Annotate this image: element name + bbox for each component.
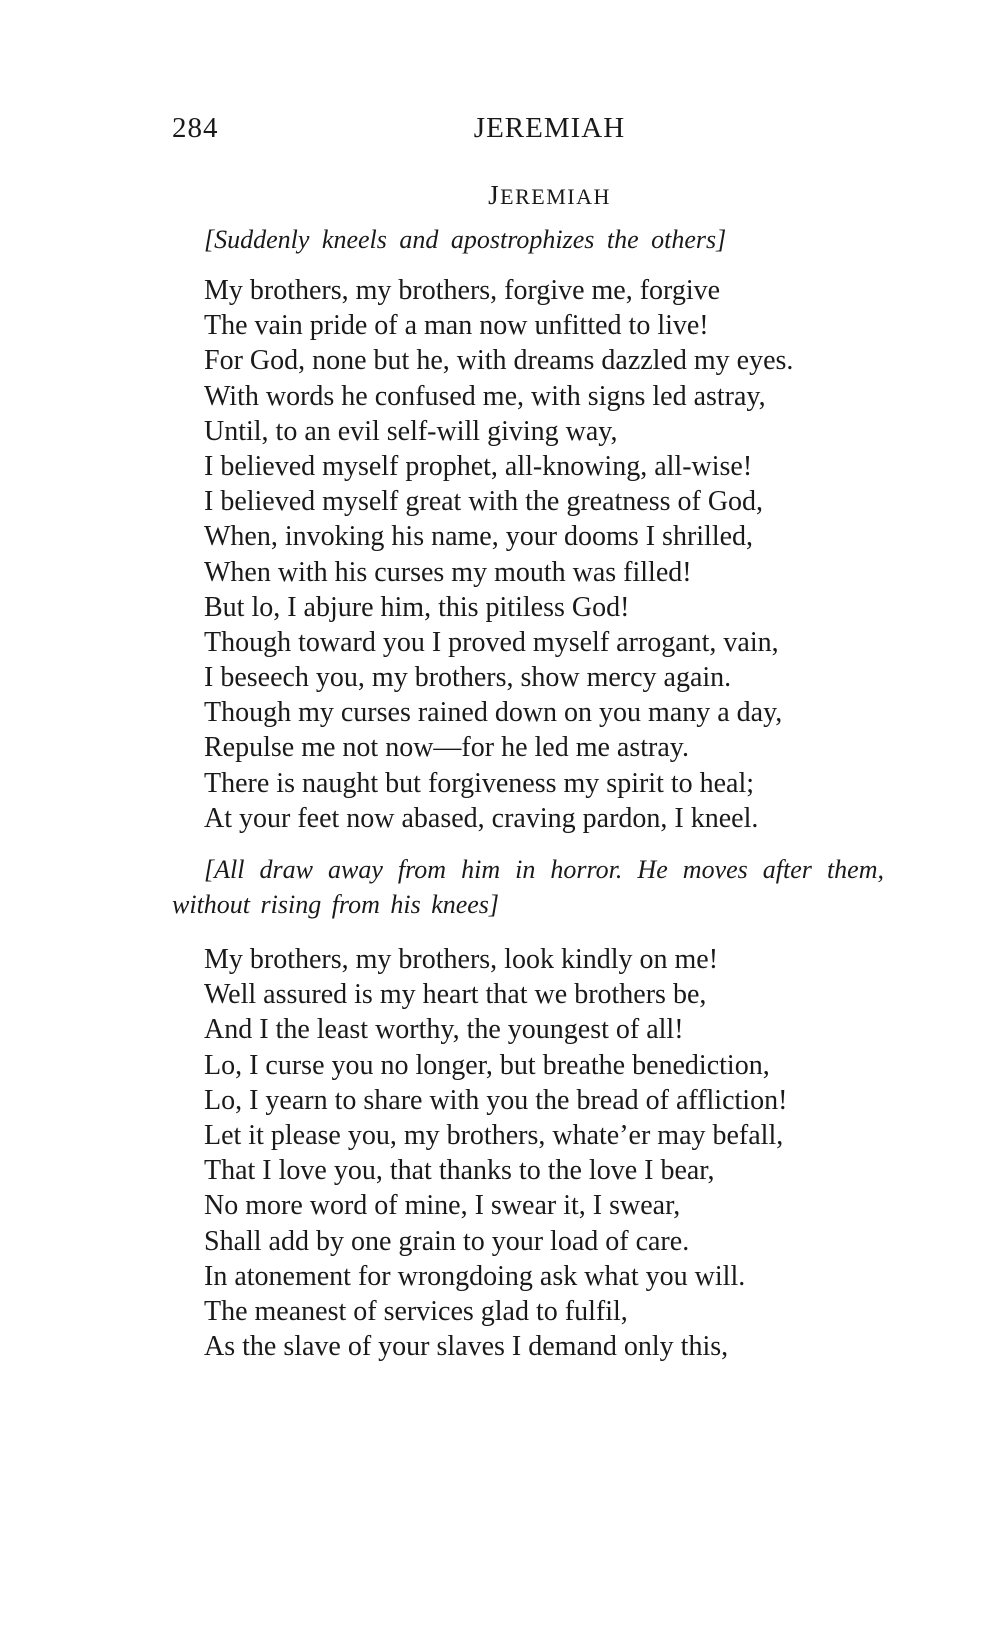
verse-line: Lo, I curse you no longer, but breathe benediction, <box>204 1049 770 1081</box>
verse-line: At your feet now abased, craving pardon, I kneel. <box>204 802 759 834</box>
verse-line: I believed myself great with the greatness of God, <box>204 486 764 518</box>
verse-line: The meanest of services glad to fulfil, <box>204 1295 628 1327</box>
verse-line: For God, none but he, with dreams dazzled my eyes. <box>204 345 794 377</box>
verse-line: That I love you, that thanks to the love I bear, <box>204 1155 715 1187</box>
speaker-initial: J <box>488 180 501 210</box>
verse-line: Lo, I yearn to share with you the bread of affliction! <box>204 1084 788 1116</box>
verse-stanza-2 <box>204 942 894 1364</box>
verse-stanza-1 <box>204 273 894 836</box>
verse-line: The vain pride of a man now unfitted to live! <box>204 310 709 342</box>
verse-line: Repulse me not now—for he led me astray. <box>204 732 689 764</box>
verse-line: Until, to an evil self-will giving way, <box>204 415 618 447</box>
verse-line: My brothers, my brothers, forgive me, forgive <box>204 275 721 306</box>
verse-line: I beseech you, my brothers, show mercy again. <box>204 662 732 694</box>
running-head <box>172 112 887 152</box>
verse-line: But lo, I abjure him, this pitiless God! <box>204 591 630 623</box>
verse-line: Though my curses rained down on you many a day, <box>204 697 783 729</box>
stage-direction-kneels: [Suddenly kneels and apostrophizes the others] <box>204 225 727 254</box>
verse-line: When with his curses my mouth was filled! <box>204 556 692 588</box>
verse-line: Well assured is my heart that we brothers be, <box>204 979 707 1011</box>
verse-line: There is naught but forgiveness my spirit to heal; <box>204 767 755 799</box>
page-number: 284 <box>172 112 219 144</box>
verse-line: Let it please you, my brothers, whate’er may befall, <box>204 1119 784 1151</box>
verse-line: And I the least worthy, the youngest of all! <box>204 1014 684 1046</box>
running-title: JEREMIAH <box>473 112 626 144</box>
verse-line: When, invoking his name, your dooms I shrilled, <box>204 521 754 553</box>
speaker-rest: EREMIAH <box>500 184 611 209</box>
speaker-name <box>172 180 887 211</box>
verse-line: With words he confused me, with signs led astray, <box>204 380 766 412</box>
verse-line: No more word of mine, I swear it, I swear, <box>204 1190 681 1222</box>
verse-line: Though toward you I proved myself arrogant, vain, <box>204 626 779 658</box>
verse-line: As the slave of your slaves I demand only this, <box>204 1331 729 1363</box>
verse-line: In atonement for wrongdoing ask what you will. <box>204 1260 746 1292</box>
verse-line: Shall add by one grain to your load of care. <box>204 1225 690 1257</box>
stage-direction-draw-away: [All draw away from him in horror. He moves after them, without rising from his knees] <box>172 855 884 919</box>
verse-line: I believed myself prophet, all-knowing, all-wise! <box>204 450 753 482</box>
verse-line: My brothers, my brothers, look kindly on me! <box>204 944 719 975</box>
